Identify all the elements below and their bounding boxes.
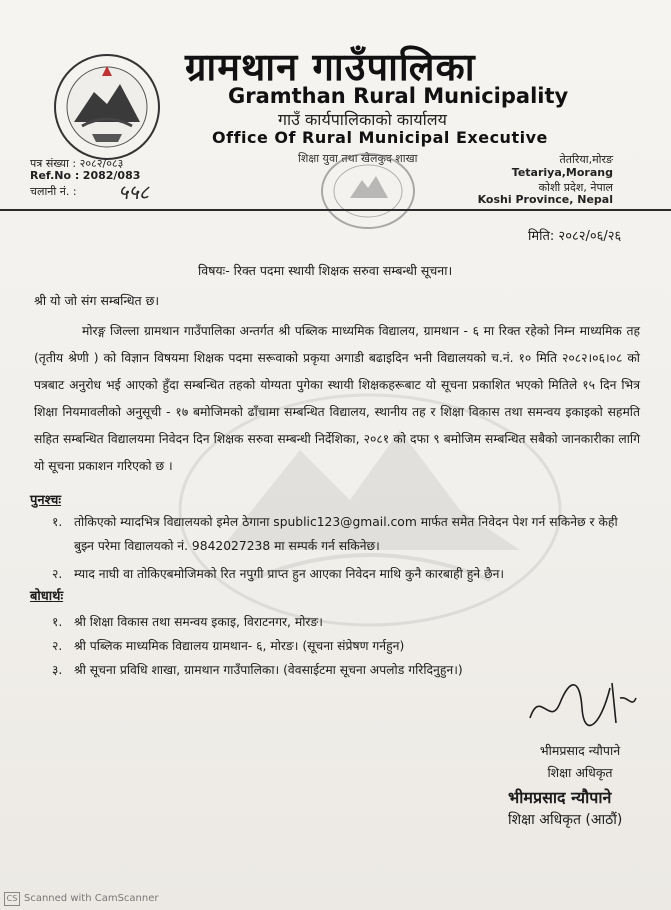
punashcha-heading: पुनश्चः <box>30 493 62 508</box>
ref-label: Ref.No : <box>30 169 80 182</box>
scanner-text: Scanned with CamScanner <box>24 893 159 904</box>
bodhartha-item-3: श्री सूचना प्रविधि शाखा, ग्रामथान गाउँपालिका। (वेवसाईटमा सूचना अपलोड गरिदिनुहुन।) <box>74 663 463 677</box>
notice-date: मिति: २०८२/०६/२६ <box>528 229 622 244</box>
punashcha-item-2: म्याद नाघी वा तोकिएबमोजिमको रित नपुगी प्राप्त हुन आएका निवेदन माथि कुनै कारबाही हुने छैन। <box>74 567 505 581</box>
signatory-name: भीमप्रसाद न्यौपाने <box>539 743 621 758</box>
bodhartha-num-2: २. <box>52 639 63 653</box>
office-name-english: Office Of Rural Municipal Executive <box>212 128 548 147</box>
signatory-stamp-title: शिक्षा अधिकृत (आठौं) <box>508 812 623 828</box>
location-nepali: तेतरिया,मोरङ <box>559 153 613 166</box>
salutation: श्री यो जो संग सम्बन्धित छ। <box>34 293 160 308</box>
bodhartha-heading: बोधार्थः <box>30 589 64 604</box>
signatory-stamp-name: भीमप्रसाद न्यौपाने <box>508 788 612 807</box>
scanner-footer <box>4 892 159 906</box>
notice-body-text: मोरङ्ग जिल्ला ग्रामथान गाउँपालिका अन्तर्गत श्री पब्लिक माध्यमिक विद्यालय, ग्रामथान - ६ मा रिक्त रहेको निम्न माध्यमिक तह (तृतीय श्रेणी ) को विज्ञान विषयमा शिक्षक पदमा सरूवाको प्रकृया अगाडी बढाइदिन भनी विद्यालयको च.नं. १० मिति २०८२।०६।०८ को पत्रबाट अनुरोध भई आएको हुँदा सम्बन्धित तहको योग्यता पुगेका स्थायी शिक्षकहरूबाट यो सूचना प्रकाशित भएको मितिले १५ दिन भित्र शिक्षा नियमावलीको अनुसूची - १७ बमोजिमको ढाँचामा सम्बन्धित विद्यालय, स्थानीय तह र शिक्षा विकास तथा समन्वय इकाइको सहमति सहित सम्बन्धित विद्यालयमा निवेदन दिन शिक्षक सरुवा सम्बन्धी निर्देशिका, २०८१ को दफा ९ बमोजिम सम्बन्धित सबैको जानकारीका लागि यो सूचना प्रकाशन गरिएको छ । <box>34 324 640 473</box>
municipality-name-english: Gramthan Rural Municipality <box>228 84 569 108</box>
header-divider <box>0 209 671 211</box>
municipality-logo-icon <box>52 52 162 162</box>
camscanner-badge: CS <box>4 892 20 906</box>
location-english: Tetariya,Morang <box>511 166 613 179</box>
municipality-name-nepali: ग्रामथान गाउँपालिका <box>185 45 476 89</box>
bodhartha-item-1: श्री शिक्षा विकास तथा समन्वय इकाइ, विराटनगर, मोरङ। <box>74 615 323 629</box>
patra-sankhya: पत्र संख्या : २०८२/०८३ <box>30 157 124 170</box>
province-english: Koshi Province, Nepal <box>477 193 613 206</box>
bodhartha-num-1: १. <box>52 615 63 629</box>
bodhartha-num-3: ३. <box>52 663 63 677</box>
office-name-nepali: गाउँ कार्यपालिकाको कार्यालय <box>278 110 447 129</box>
bodhartha-item-2: श्री पब्लिक माध्यमिक विद्यालय ग्रामथान- ६, मोरङ। (सूचना संप्रेषण गर्नहुन) <box>74 639 405 653</box>
province-nepali: कोशी प्रदेश, नेपाल <box>538 181 613 194</box>
punashcha-num-1: १. <box>52 515 63 529</box>
section-name: शिक्षा युवा तथा खेलकुद शाखा <box>298 152 418 165</box>
notice-body <box>34 318 640 480</box>
notice-subject: विषयः- रिक्त पदमा स्थायी शिक्षक सरुवा सम्बन्धी सूचना। <box>198 263 453 278</box>
punashcha-item-1: तोकिएको म्यादभित्र विद्यालयको इमेल ठेगाना spublic123@gmail.com मार्फत समेत निवेदन पेश गर्न सकिनेछ र केही बुझ्न परेमा विद्यालयको नं. 9842027238 मा सम्पर्क गर्न सकिनेछ। <box>74 515 618 553</box>
signatory-title: शिक्षा अधिकृत <box>547 765 613 780</box>
signature-scribble-icon <box>520 668 640 738</box>
office-seal-icon <box>318 150 418 232</box>
punashcha-num-2: २. <box>52 567 63 581</box>
ref-value: 2082/083 <box>82 169 141 182</box>
chalani-number: ५५८ <box>118 180 150 204</box>
chalani-label: चलानी नं. : <box>30 185 77 198</box>
